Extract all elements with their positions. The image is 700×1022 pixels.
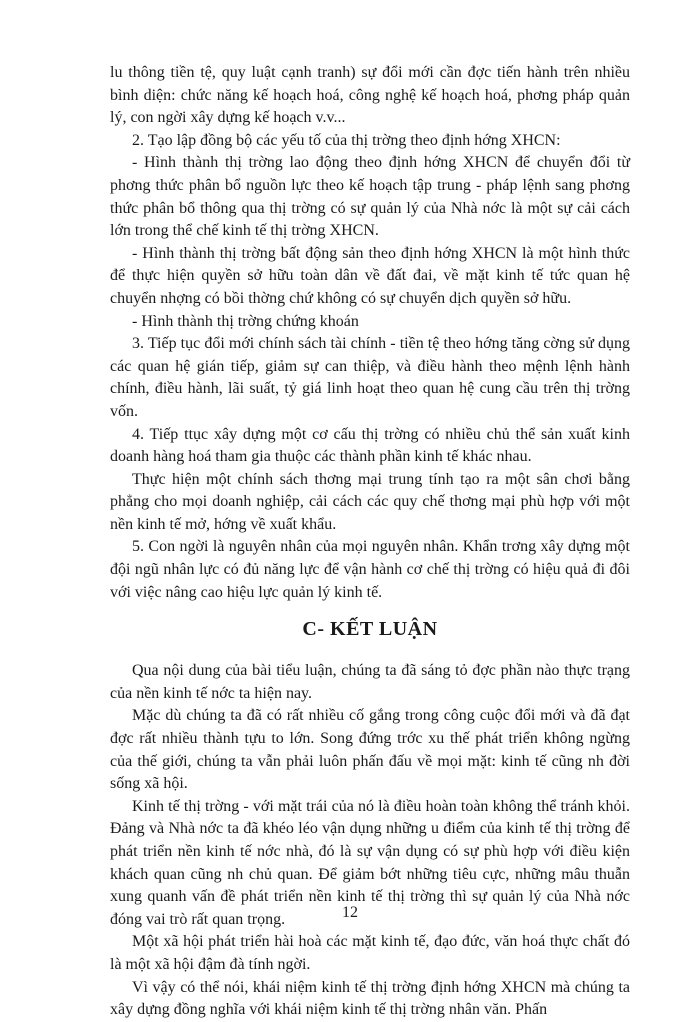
paragraph-conclusion-4: Một xã hội phát triển hài hoà các mặt kinh tế, đạo đức, văn hoá thực chất đó là một xã hội đậm đà tính ngời. [110,933,630,973]
paragraph-section-2: 2. Tạo lập đồng bộ các yếu tố của thị trờng theo định hớng XHCN: [132,131,561,149]
paragraph-conclusion-3: Kinh tế thị trờng - với mặt trái của nó là điều hoàn toàn không thể tránh khỏi. Đảng và Nhà nớc ta đã khéo léo vận dụng những u điểm của kinh tế thị trờng để phát triển nền kinh tế nớc nhà, đó là sự vận dụng có sự phù hợp với điều kiện khách quan cũng nh chủ quan. Để giảm bớt những tiêu cực, những mâu thuẫn xung quanh vấn đề phát triển nền kinh tế thị trờng thì sự quản lý của Nhà nớc đóng vai trò rất quan trọng. [110,797,630,928]
paragraph-continuation: lu thông tiền tệ, quy luật cạnh tranh) sự đổi mới cần đợc tiến hành trên nhiều bình diện: chức năng kế hoạch hoá, công nghệ kế hoạch hoá, phơng pháp quản lý, con ngời xây dựng kế hoạch v.v... [110,64,630,127]
paragraph-section-4: 4. Tiếp ttục xây dựng một cơ cấu thị trờng có nhiều chủ thể sản xuất kinh doanh hàng hoá tham gia thuộc các thành phần kinh tế khác nhau. [110,425,630,466]
paragraph-conclusion-1: Qua nội dung của bài tiểu luận, chúng ta đã sáng tỏ đợc phần nào thực trạng của nền kinh tế nớc ta hiện nay. [110,662,630,702]
paragraph-conclusion-2: Mặc dù chúng ta đã có rất nhiều cố gắng trong công cuộc đổi mới và đã đạt đợc rất nhiều thành tựu to lớn. Song đứng trớc xu thế phát triển không ngừng của thế giới, chúng ta vẫn phải luôn phấn đấu về mọi mặt: kinh tế cũng nh đời sống xã hội. [110,707,630,793]
paragraph-trade-policy: Thực hiện một chính sách thơng mại trung tính tạo ra một sân chơi bằng phẳng cho mọi doanh nghiệp, cải cách các quy chế thơng mại phù hợp với một nền kinh tế mở, hớng về xuất khẩu. [110,470,630,533]
paragraph-labor-market: - Hình thành thị trờng lao động theo định hớng XHCN để chuyển đổi từ phơng thức phân bổ nguồn lực theo kế hoạch tập trung - pháp lệnh sang phơng thức phân bổ thông qua thị trờng có sự quản lý của Nhà nớc là một sự cải cách lớn trong thể chế kinh tế thị trờng XHCN. [110,154,630,240]
page-body [110,62,630,1022]
paragraph-section-3: 3. Tiếp tục đổi mới chính sách tài chính - tiền tệ theo hớng tăng cờng sử dụng các quan hệ gián tiếp, giảm sự can thiệp, và điều hành theo mệnh lệnh hành chính, điều hành, lãi suất, tỷ giá linh hoạt theo quan hệ cung cầu trên thị trờng vốn. [110,335,630,420]
paragraph-section-5: 5. Con ngời là nguyên nhân của mọi nguyên nhân. Khẩn trơng xây dựng một đội ngũ nhân lực có đủ năng lực để vận hành cơ chế thị trờng có hiệu quả đi đôi với việc nâng cao hiệu lực quản lý kinh tế. [110,538,630,601]
page-number: 12 [342,904,358,921]
paragraph-conclusion-5: Vì vậy có thể nói, khái niệm kinh tế thị trờng định hớng XHCN mà chúng ta xây dựng đồng nghĩa với khái niệm kinh tế thị trờng nhân văn. Phấn [110,978,630,1019]
paragraph-securities-market: - Hình thành thị trờng chứng khoán [132,312,359,330]
paragraph-real-estate-market: - Hình thành thị trờng bất động sản theo định hớng XHCN là một hình thức để thực hiện quyền sở hữu toàn dân về đất đai, về mặt kinh tế tức quan hệ chuyển nhợng có bồi thờng chứ không có sự chuyển dịch quyền sở hữu. [110,244,630,307]
section-heading-conclusion: C- KẾT LUẬN [302,618,438,641]
